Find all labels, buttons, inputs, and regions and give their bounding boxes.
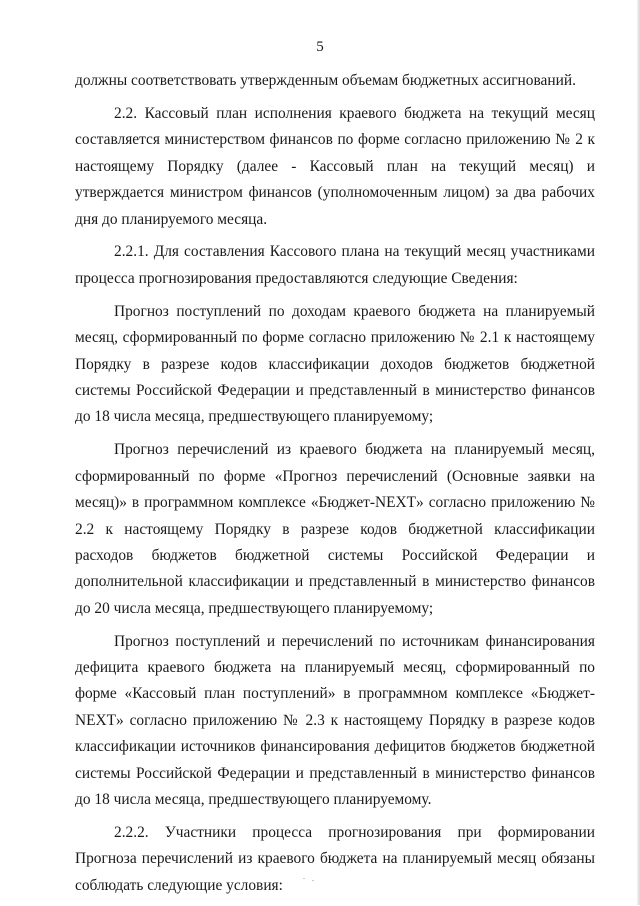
paragraph-transfer-forecast: Прогноз перечислений из краевого бюджета на планируемый месяц, сформированный по форме «Прогноз перечислений (Основные заявки на месяц)» в программном комплексе «Бюджет-NEXT» согласно приложению № 2.2 к настоящему Порядку в разрезе кодов бюджетной классификации расходов бюджетов бюджетной системы Российской Федерации и дополнительной классификации и представленный в министерство финансов до 20 числа месяца, предшествующего планируемому; [75,441,595,617]
document-body [75,68,595,906]
paragraph-2-2-1: 2.2.1. Для составления Кассового плана на текущий месяц участниками процесса прогнозирования предоставляются следующие Сведения: [75,243,595,287]
paragraph-2-2-2: 2.2.2. Участники процесса прогнозирования при формировании Прогноза перечислений из краевого бюджета на планируемый месяц обязаны соблюдать следующие условия: [75,823,595,894]
paragraph-financing-forecast: Прогноз поступлений и перечислений по источникам финансирования дефицита краевого бюджета на планируемый месяц, сформированный по форме «Кассовый план поступлений» в программном комплексе «Бюджет-NEXT» согласно приложению № 2.3 к настоящему Порядку в разрезе кодов классификации источников финансирования дефицитов бюджетов бюджетной системы Российской Федерации и представленный в министерство финансов до 18 числа месяца, предшествующего планируемому. [75,632,595,809]
page-number: 5 [316,39,324,55]
paragraph-income-forecast: Прогноз поступлений по доходам краевого бюджета на планируемый месяц, сформированный по форме согласно приложению № 2.1 к настоящему Порядку в разрезе кодов классификации доходов бюджетов бюджетной системы Российской Федерации и представленный в министерство финансов до 18 числа месяца, предшествующего планируемому; [75,302,595,426]
scan-speck [312,880,314,881]
paragraph-continuation: должны соответствовать утвержденным объемам бюджетных ассигнований. [75,72,576,89]
scan-speck [303,878,305,879]
paragraph-2-2: 2.2. Кассовый план исполнения краевого бюджета на текущий месяц составляется министерством финансов по форме согласно приложению № 2 к настоящему Порядку (далее - Кассовый план на текущий месяц) и утверждается министром финансов (уполномоченным лицом) за два рабочих дня до планируемого месяца. [75,104,595,228]
